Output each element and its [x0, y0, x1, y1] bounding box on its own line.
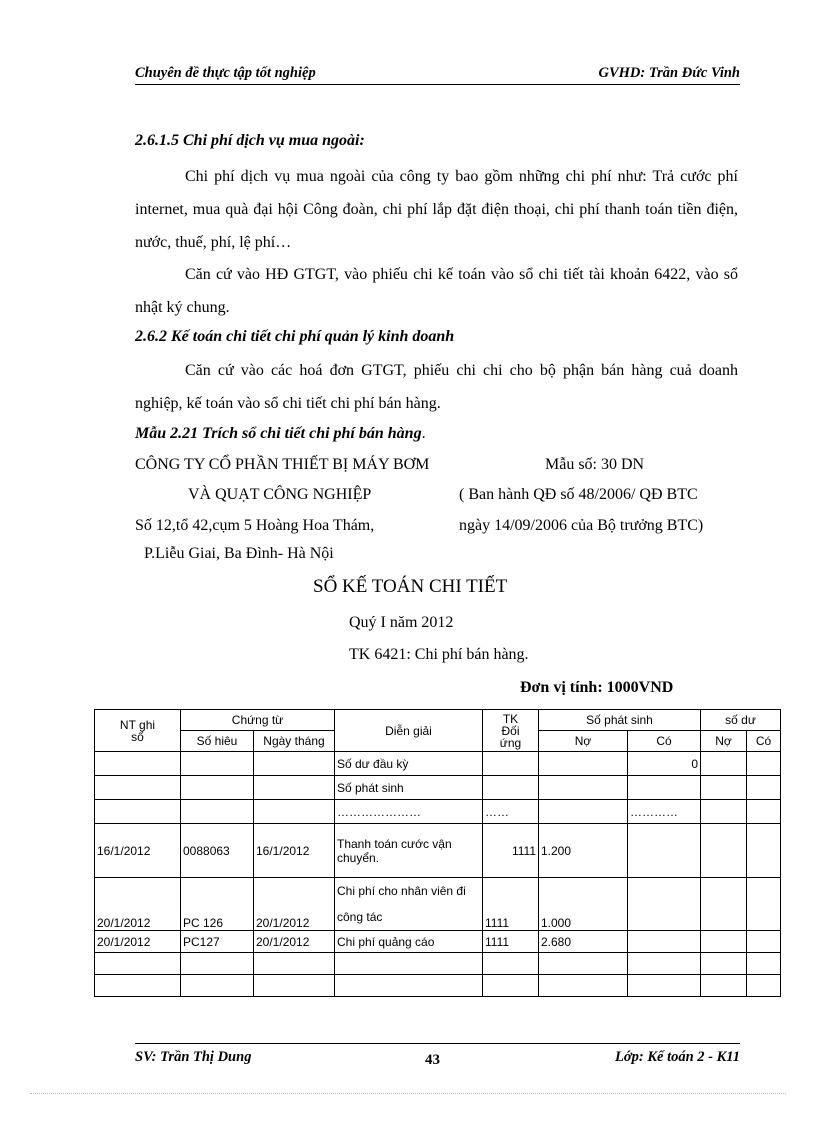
company-address2: P.Liễu Giai, Ba Đình- Hà Nội: [144, 545, 334, 562]
para-text: Căn cứ vào HĐ GTGT, vào phiếu chi kế toán vào sổ chi tiết tài khoản 6422, vào sổ nhật ký chung.: [135, 266, 738, 316]
table-row: [95, 824, 781, 878]
section-2615-para2: [135, 258, 738, 324]
row-co: …………: [628, 800, 701, 824]
decree-line2: ngày 14/09/2006 của Bộ trưởng BTC): [459, 517, 704, 534]
footer-class: Lớp: Kế toán 2 - K11: [615, 1049, 740, 1065]
table-row: [95, 776, 781, 800]
row-no: 1.200: [539, 824, 628, 878]
col-du-no: Nợ: [701, 731, 747, 752]
table-row: [95, 800, 781, 824]
row-nt: 16/1/2012: [95, 824, 181, 878]
row-co: 0: [628, 752, 701, 776]
table-header-row-1: [95, 710, 781, 731]
company-name-line1: CÔNG TY CỔ PHẦN THIẾT BỊ MÁY BƠM: [135, 456, 430, 473]
page-bottom-border: [30, 1093, 786, 1094]
section-2615-para1: [135, 160, 738, 259]
page-number: 43: [425, 1052, 440, 1068]
col-so-phat-sinh: Số phát sinh: [539, 710, 701, 731]
row-desc-line1: Chi phí cho nhân viên đi: [337, 884, 466, 898]
section-262-title: 2.6.2 Kế toán chi tiết chi phí quản lý kinh doanh: [135, 328, 455, 345]
col-dien-giai: Diễn giải: [335, 710, 483, 752]
col-so-du: số dư: [701, 710, 781, 731]
ledger-period: Quý I năm 2012: [349, 614, 454, 631]
row-desc: …………………: [335, 800, 483, 824]
table-row: [95, 931, 781, 953]
page-footer: [135, 1043, 740, 1074]
col-so-hieu: Số hiêu: [181, 731, 254, 752]
row-nt: 20/1/2012: [95, 931, 181, 953]
page-header: [135, 64, 740, 85]
footer-student: SV: Trần Thị Dung: [135, 1049, 252, 1065]
header-topic: Chuyên đề thực tập tốt nghiệp: [135, 65, 316, 81]
row-ngay: 20/1/2012: [254, 931, 335, 953]
header-supervisor: GVHD: Trần Đức Vinh: [598, 65, 740, 81]
ledger-unit: Đơn vị tính: 1000VND: [520, 679, 674, 696]
company-address1: Số 12,tổ 42,cụm 5 Hoàng Hoa Thám,: [135, 517, 375, 534]
ledger-account: TK 6421: Chi phí bán hàng.: [349, 646, 529, 663]
form-caption: [135, 425, 426, 443]
col-ngay-thang: Ngày tháng: [254, 731, 335, 752]
row-nt: 20/1/2012: [95, 878, 181, 931]
ledger-table: [94, 709, 781, 997]
col-tk: TK Đối ứng: [483, 710, 539, 752]
row-desc: Thanh toán cước vận chuyển.: [335, 824, 483, 878]
row-desc-line2: công tác: [337, 910, 383, 924]
section-2615-title: 2.6.1.5 Chi phí dịch vụ mua ngoài:: [135, 132, 365, 149]
para-text: Căn cứ vào các hoá đơn GTGT, phiếu chi chi cho bộ phận bán hàng cuả doanh nghiệp, kế toán vào sổ chi tiết chi phí bán hàng.: [135, 362, 738, 412]
row-ngay: 16/1/2012: [254, 824, 335, 878]
row-ngay: 20/1/2012: [254, 878, 335, 931]
section-262-para1: [135, 354, 738, 420]
row-tk: 1111: [483, 931, 539, 953]
row-desc: [335, 878, 483, 931]
row-no: 2.680: [539, 931, 628, 953]
row-desc: Chi phí quảng cáo: [335, 931, 483, 953]
col-chung-tu: Chứng từ: [181, 710, 335, 731]
para-text: Chi phí dịch vụ mua ngoài của công ty bao gồm những chi phí như: Trả cước phí internet, mua quà đại hội Công đoàn, chi phí lắp đặt điện thoại, chi phí thanh toán tiền điện, nước, thuế, phí, lệ phí…: [135, 168, 738, 251]
col-no: Nợ: [539, 731, 628, 752]
col-du-co: Có: [747, 731, 781, 752]
form-caption-end: .: [421, 425, 426, 442]
row-tk: 1111: [483, 824, 539, 878]
decree-line1: ( Ban hành QĐ số 48/2006/ QĐ BTC: [459, 486, 698, 503]
table-row: [95, 752, 781, 776]
row-desc: Số phát sinh: [335, 776, 483, 800]
row-so: 0088063: [181, 824, 254, 878]
row-no: 1.000: [539, 878, 628, 931]
company-name-line2: VÀ QUẠT CÔNG NGHIỆP: [188, 486, 372, 503]
table-row: [95, 878, 781, 931]
col-co: Có: [628, 731, 701, 752]
col-nt: NT ghi sổ: [95, 710, 181, 752]
row-so: PC 126: [181, 878, 254, 931]
row-tk: ……: [483, 800, 539, 824]
form-number: Mẫu số: 30 DN: [545, 456, 645, 473]
form-caption-text: Mẫu 2.21 Trích sổ chi tiết chi phí bán hàng: [135, 425, 422, 442]
table-row: [95, 975, 781, 997]
row-desc: Số dư đầu kỳ: [335, 752, 483, 776]
table-row: [95, 953, 781, 975]
row-so: PC127: [181, 931, 254, 953]
ledger-title: SỔ KẾ TOÁN CHI TIẾT: [313, 576, 508, 597]
row-tk: 1111: [483, 878, 539, 931]
